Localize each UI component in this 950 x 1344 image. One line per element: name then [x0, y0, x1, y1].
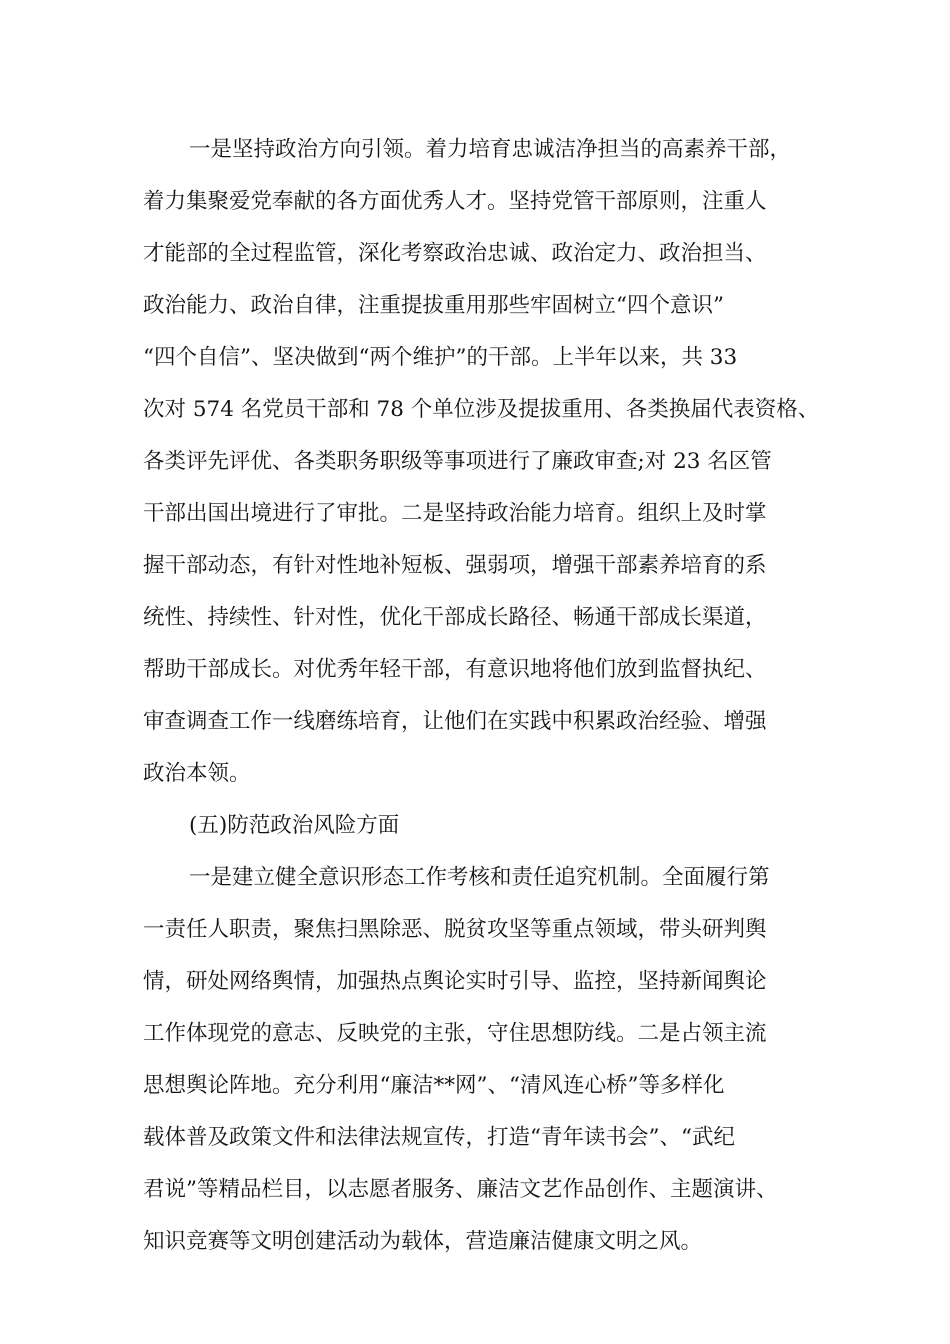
- paragraph-2-line-7: 君说”等精品栏目，以志愿者服务、廉洁文艺作品创作、主题演讲、: [143, 1177, 778, 1202]
- paragraph-1-line-7: 各类评先评优、各类职务职级等事项进行了廉政审查;对 23 名区管: [143, 449, 772, 474]
- paragraph-1-line-2: 着力集聚爱党奉献的各方面优秀人才。坚持党管干部原则，注重人: [143, 189, 767, 214]
- paragraph-2-line-2: 一责任人职责，聚焦扫黑除恶、脱贫攻坚等重点领域，带头研判舆: [143, 917, 767, 942]
- paragraph-1-line-4: 政治能力、政治自律，注重提拔重用那些牢固树立“四个意识”: [143, 293, 724, 318]
- paragraph-1-line-6: 次对 574 名党员干部和 78 个单位涉及提拔重用、各类换届代表资格、: [143, 397, 820, 422]
- paragraph-1-line-12: 审查调查工作一线磨练培育，让他们在实践中积累政治经验、增强: [143, 709, 767, 734]
- paragraph-1-line-13: 政治本领。: [143, 761, 251, 786]
- paragraph-2-line-8: 知识竞赛等文明创建活动为载体，营造廉洁健康文明之风。: [143, 1229, 703, 1254]
- paragraph-2-line-3: 情，研处网络舆情，加强热点舆论实时引导、监控，坚持新闻舆论: [143, 969, 767, 994]
- paragraph-1-line-8: 干部出国出境进行了审批。二是坚持政治能力培育。组织上及时掌: [143, 501, 767, 526]
- paragraph-2-line-5: 思想舆论阵地。充分利用“廉洁**网”、“清风连心桥”等多样化: [143, 1073, 725, 1098]
- paragraph-2-line-1: 一是建立健全意识形态工作考核和责任追究机制。全面履行第: [189, 865, 770, 890]
- paragraph-1-line-11: 帮助干部成长。对优秀年轻干部，有意识地将他们放到监督执纪、: [143, 657, 767, 682]
- paragraph-2-line-6: 载体普及政策文件和法律法规宣传，打造“青年读书会”、“武纪: [143, 1125, 735, 1150]
- paragraph-1-line-1: 一是坚持政治方向引领。着力培育忠诚洁净担当的高素养干部，: [189, 137, 792, 162]
- section-heading: (五)防范政治风险方面: [189, 813, 400, 838]
- paragraph-1-line-10: 统性、持续性、针对性，优化干部成长路径、畅通干部成长渠道，: [143, 605, 767, 630]
- paragraph-1-line-9: 握干部动态，有针对性地补短板、强弱项，增强干部素养培育的系: [143, 553, 767, 578]
- paragraph-1-line-3: 才能部的全过程监管，深化考察政治忠诚、政治定力、政治担当、: [143, 241, 767, 266]
- paragraph-1-line-5: “四个自信”、坚决做到“两个维护”的干部。上半年以来，共 33: [143, 345, 738, 370]
- paragraph-2-line-4: 工作体现党的意志、反映党的主张，守住思想防线。二是占领主流: [143, 1021, 767, 1046]
